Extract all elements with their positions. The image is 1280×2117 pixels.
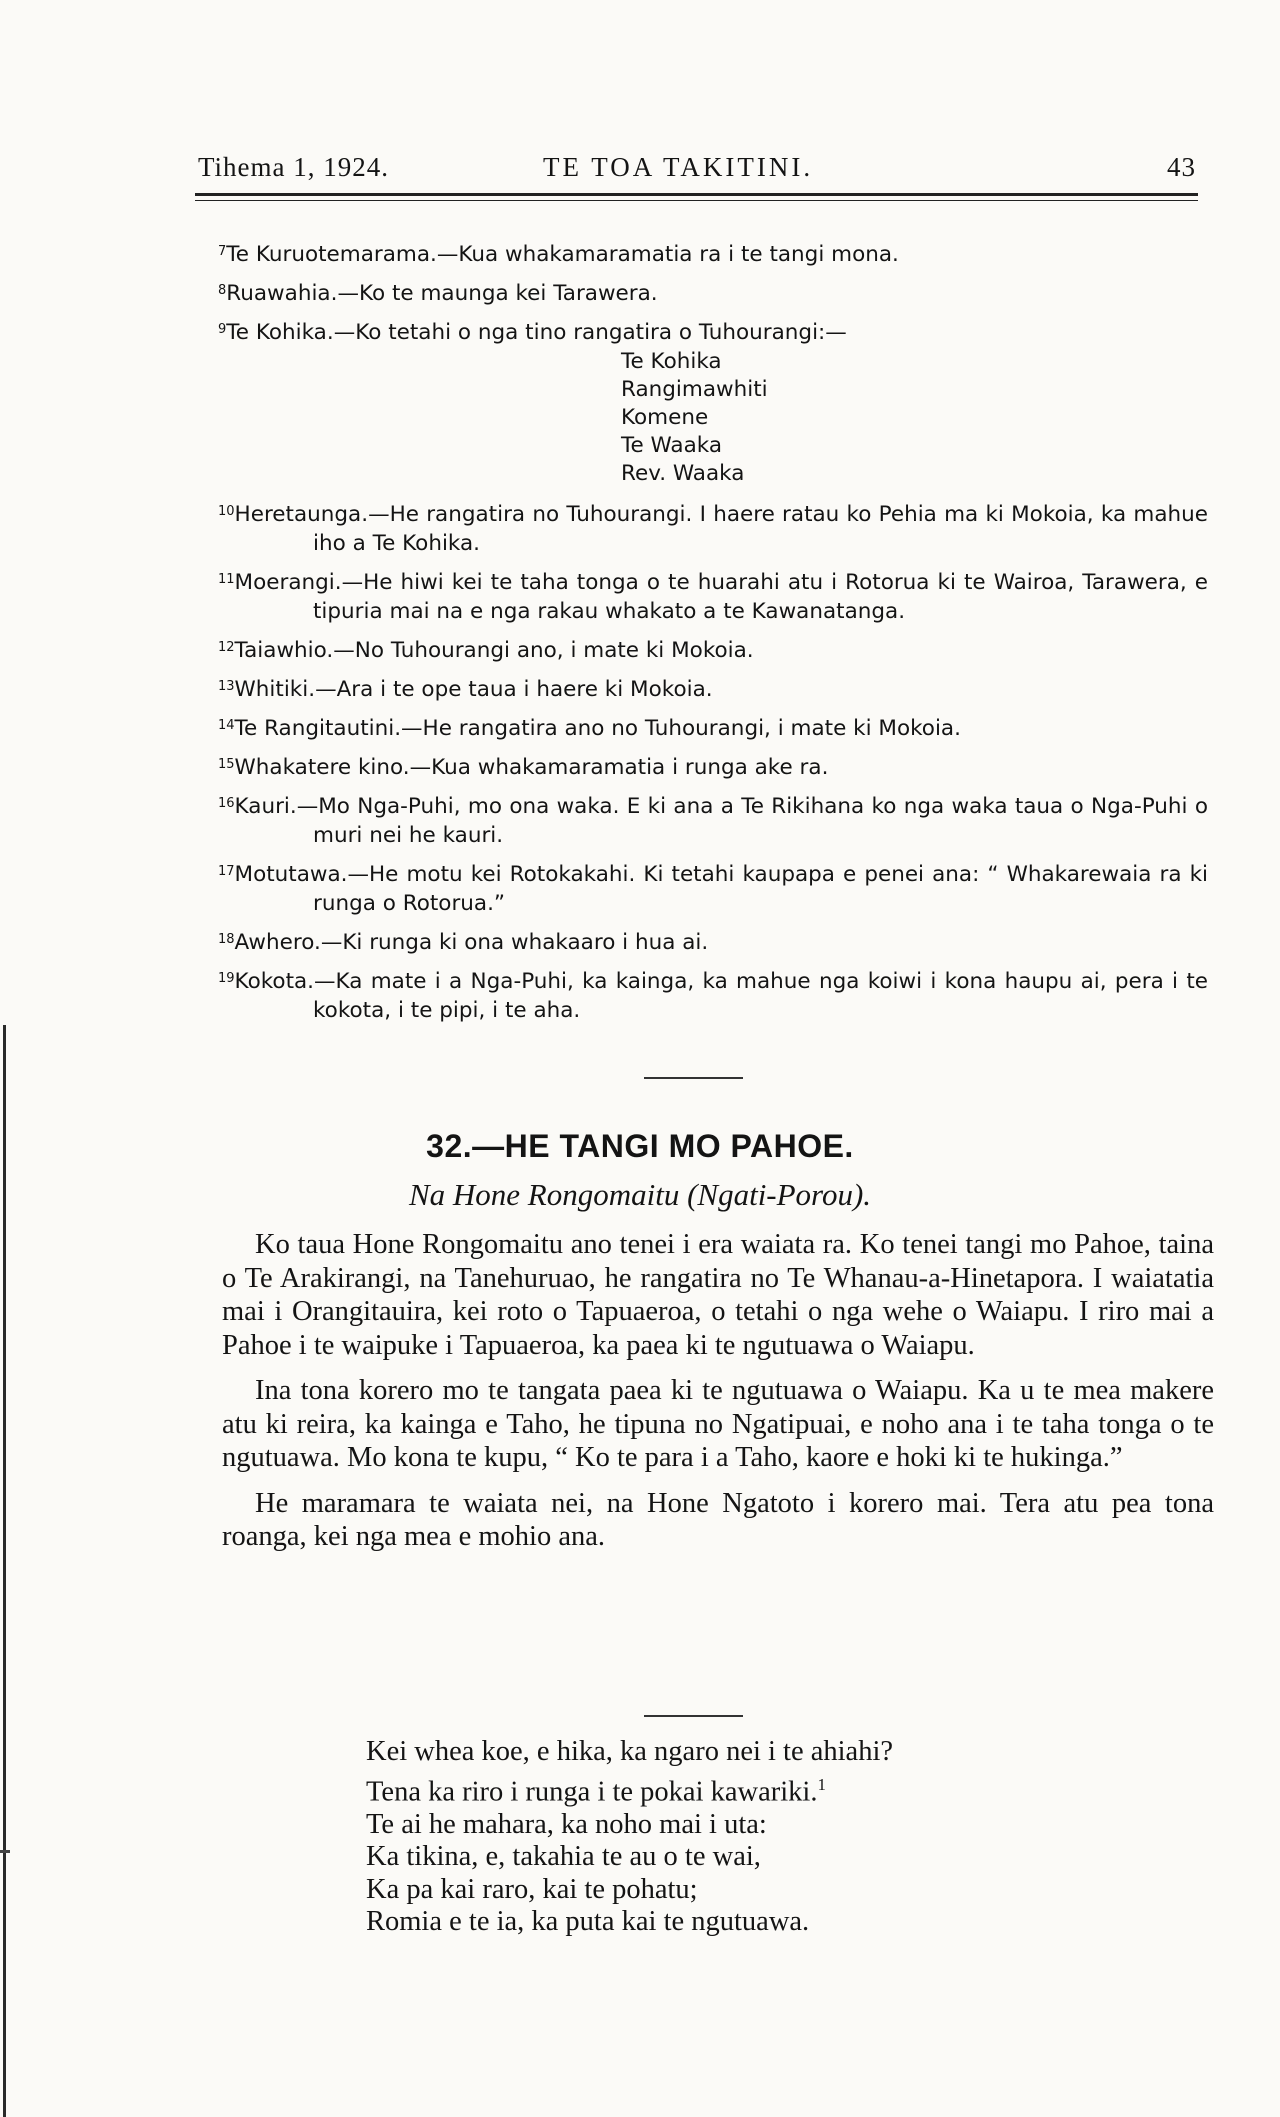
chief-name: Te Kohika [621, 349, 722, 374]
page-number: 43 [1167, 152, 1196, 182]
note-19: $^{19}$Kokota.—Ka mate i a Nga-Puhi, ka kainga, ka mahue nga koiwi i kona haupu ai, pera i te kokota, i te pipi, i te aha. [218, 969, 1208, 1023]
note-7: $^7$Te Kuruotemarama.—Kua whakamaramatia ra i te tangi mona. [218, 242, 899, 267]
chief-name: Te Waaka [621, 433, 723, 458]
section-body [222, 1228, 1214, 1566]
running-header [198, 152, 1196, 188]
poem-line: Ka tikina, e, takahia te au o te wai, [366, 1841, 761, 1872]
poem-line: Tena ka riro i runga i te pokai kawariki.$^1$ [366, 1774, 826, 1807]
note-18: $^{18}$Awhero.—Ki runga ki ona whakaaro i hua ai. [218, 930, 709, 955]
section-byline: Na Hone Rongomaitu (Ngati-Porou). [408, 1177, 872, 1212]
footnotes-list [218, 237, 1208, 1032]
scan-edge-mark [0, 1850, 10, 1853]
note-11: $^{11}$Moerangi.—He hiwi kei te taha tonga o te huarahi atu i Rotorua ki te Wairoa, Tarawera, e tipuria mai na e nga rakau whakato a te Kawanatanga. [218, 570, 1208, 624]
note-14: $^{14}$Te Rangitautini.—He rangatira ano no Tuhourangi, i mate ki Mokoia. [218, 716, 961, 741]
chief-list [218, 348, 1208, 488]
chief-name: Komene [621, 405, 709, 430]
poem-line: Ka pa kai raro, kai te pohatu; [366, 1873, 698, 1905]
body-paragraph: He maramara te waiata nei, na Hone Ngatoto i korero mai. Tera atu pea tona roanga, kei nga mea e mohio ana. [222, 1487, 1214, 1552]
chief-name: Rev. Waaka [621, 461, 745, 486]
poem [366, 1736, 1166, 1939]
note-16: $^{16}$Kauri.—Mo Nga-Puhi, mo ona waka. E ki ana a Te Rikihana ko nga waka taua o Nga-Puhi o muri nei he kauri. [218, 794, 1208, 848]
note-15: $^{15}$Whakatere kino.—Kua whakamaramatia i runga ake ra. [218, 755, 829, 780]
note-12: $^{12}$Taiawhio.—No Tuhourangi ano, i mate ki Mokoia. [218, 638, 754, 663]
scan-edge-shadow [3, 1025, 6, 2117]
chief-name: Rangimawhiti [621, 377, 768, 402]
poem-line: Te ai he mahara, ka noho mai i uta: [366, 1808, 767, 1840]
section-title: 32.—HE TANGI MO PAHOE. [426, 1128, 854, 1164]
body-paragraph: Ina tona korero mo te tangata paea ki te ngutuawa o Waiapu. Ka u te mea makere atu ki reira, ka kainga e Taho, he tipuna no Ngatipuai, e noho ana i te taha tonga o te ngutuawa. Mo kona te kupu, “ Ko te para i a Taho, kaore e hoki ki te hukinga.” [222, 1375, 1214, 1473]
header-rule-thin [195, 200, 1198, 201]
poem-line: Romia e te ia, ka puta kai te ngutuawa. [366, 1906, 810, 1937]
footnote-marker: 1 [817, 1774, 826, 1794]
note-13: $^{13}$Whitiki.—Ara i te ope taua i haere ki Mokoia. [218, 677, 713, 702]
note-10: $^{10}$Heretaunga.—He rangatira no Tuhourangi. I haere ratau ko Pehia ma ki Mokoia, ka mahue iho a Te Kohika. [218, 502, 1208, 556]
note-8: $^8$Ruawahia.—Ko te maunga kei Tarawera. [218, 281, 658, 306]
body-paragraph: Ko taua Hone Rongomaitu ano tenei i era waiata ra. Ko tenei tangi mo Pahoe, taina o Te Arakirangi, na Tanehuruao, he rangatira no Te Whanau-a-Hinetapora. I waiatatia mai i Orangitauira, kei roto o Tapuaeroa, o tetahi o nga wehe o Waiapu. I riro mai a Pahoe i te waipuke i Tapuaeroa, ka paea ki te ngutuawa o Waiapu. [222, 1229, 1214, 1361]
journal-title: TE TOA TAKITINI. [543, 152, 814, 182]
note-9: $^9$Te Kohika.—Ko tetahi o nga tino rangatira o Tuhourangi:— [218, 320, 847, 345]
issue-date: Tihema 1, 1924. [198, 152, 390, 182]
section-divider [644, 1077, 743, 1079]
poem-line: Kei whea koe, e hika, ka ngaro nei i te ahiahi? [366, 1736, 894, 1767]
note-17: $^{17}$Motutawa.—He motu kei Rotokakahi. Ki tetahi kaupapa e penei ana: “ Whakarewaia ra ki runga o Rotorua.” [218, 862, 1208, 916]
poem-divider [644, 1715, 743, 1717]
header-rule-thick [195, 193, 1198, 196]
